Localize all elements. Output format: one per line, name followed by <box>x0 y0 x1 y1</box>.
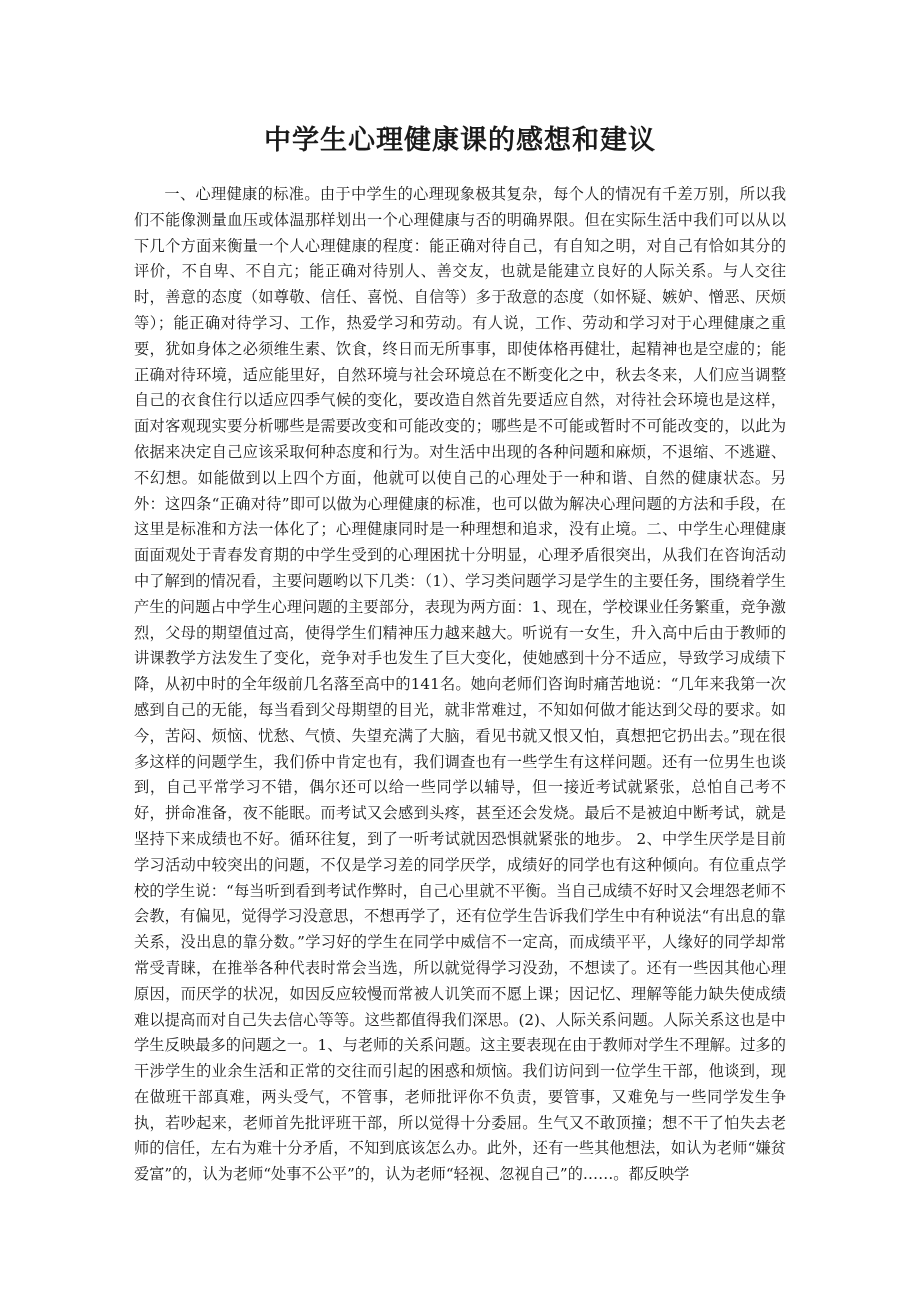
document-body-paragraph: 一、心理健康的标准。由于中学生的心理现象极其复杂，每个人的情况有千差万别，所以我们不能像测量血压或体温那样划出一个心理健康与否的明确界限。但在实际生活中我们可以从以下几个方面来衡量一个人心理健康的程度：能正确对待自己，有自知之明，对自己有恰如其分的评价，不自卑、不自亢；能正确对待别人、善交友，也就是能建立良好的人际关系。与人交往时，善意的态度（如尊敬、信任、喜悦、自信等）多于敌意的态度（如怀疑、嫉妒、憎恶、厌烦等）；能正确对待学习、工作，热爱学习和劳动。有人说，工作、劳动和学习对于心理健康之重要，犹如身体之必须维生素、饮食，终日而无所事事，即使体格再健壮，起精神也是空虚的；能正确对待环境，适应能里好，自然环境与社会环境总在不断变化之中，秋去冬来，人们应当调整自己的衣食住行以适应四季气候的变化，要改造自然首先要适应自然，对待社会环境也是这样，面对客观现实要分析哪些是需要改变和可能改变的；哪些是不可能或暂时不可能改变的，以此为依据来决定自己应该采取何种态度和行为。对生活中出现的各种问题和麻烦，不退缩、不逃避、不幻想。如能做到以上四个方面，他就可以使自己的心理处于一种和谐、自然的健康状态。另外：这四条“正确对待”即可以做为心理健康的标准，也可以做为解决心理问题的方法和手段，在这里是标准和方法一体化了；心理健康同时是一种理想和追求，没有止境。二、中学生心理健康面面观处于青春发育期的中学生受到的心理困扰十分明显，心理矛盾很突出，从我们在咨询活动中了解到的情况看，主要问题哟以下几类：（1）、学习类问题学习是学生的主要任务，围绕着学生产生的问题占中学生心理问题的主要部分，表现为两方面：1、现在，学校课业任务繁重，竞争激烈，父母的期望值过高，使得学生们精神压力越来越大。听说有一女生，升入高中后由于教师的讲课教学方法发生了变化，竞争对手也发生了巨大变化，使她感到十分不适应，导致学习成绩下降，从初中时的全年级前几名落至高中的141名。她向老师们咨询时痛苦地说：“几年来我第一次感到自己的无能，每当看到父母期望的目光，就非常难过，不知如何做才能达到父母的要求。如今，苦闷、烦恼、忧愁、气愤、失望充满了大脑，看见书就又恨又怕，真想把它扔出去。”现在很多这样的问题学生，我们侨中肯定也有，我们调查也有一些学生有这样问题。还有一位男生也谈到，自己平常学习不错，偶尔还可以给一些同学以辅导，但一接近考试就紧张，总怕自己考不好，拼命准备，夜不能眠。而考试又会感到头疼，甚至还会发烧。最后不是被迫中断考试，就是坚持下来成绩也不好。循环往复，到了一听考试就因恐惧就紧张的地步。 2、中学生厌学是目前学习活动中较突出的问题，不仅是学习差的同学厌学，成绩好的同学也有这种倾向。有位重点学校的学生说：“每当听到看到考试作弊时，自己心里就不平衡。当自己成绩不好时又会埋怨老师不会教，有偏见，觉得学习没意思，不想再学了，还有位学生告诉我们学生中有种说法“有出息的靠关系，没出息的靠分数。”学习好的学生在同学中威信不一定高，而成绩平平，人缘好的同学却常常受青睐，在推举各种代表时常会当选，所以就觉得学习没劲，不想读了。还有一些因其他心理原因，而厌学的状况，如因反应较慢而常被人讥笑而不愿上课；因记忆、理解等能力缺失使成绩难以提高而对自己失去信心等等。这些都值得我们深思。(2)、人际关系问题。人际关系这也是中学生反映最多的问题之一。1、与老师的关系问题。这主要表现在由于教师对学生不理解。过多的干涉学生的业余生活和正常的交往而引起的困惑和烦恼。我们访问到一位学生干部，他谈到，现在做班干部真难，两头受气，不管事，老师批评你不负责，要管事，又难免与一些同学发生争执，若吵起来，老师首先批评班干部，所以觉得十分委屈。生气又不敢顶撞；想不干了怕失去老师的信任，左右为难十分矛盾，不知到底该怎么办。此外，还有一些其他想法，如认为老师“嫌贫爱富”的，认为老师“处事不公平”的，认为老师“轻视、忽视自己”的……。都反映学 <box>134 185 786 1184</box>
document-title: 中学生心理健康课的感想和建议 <box>264 125 656 156</box>
